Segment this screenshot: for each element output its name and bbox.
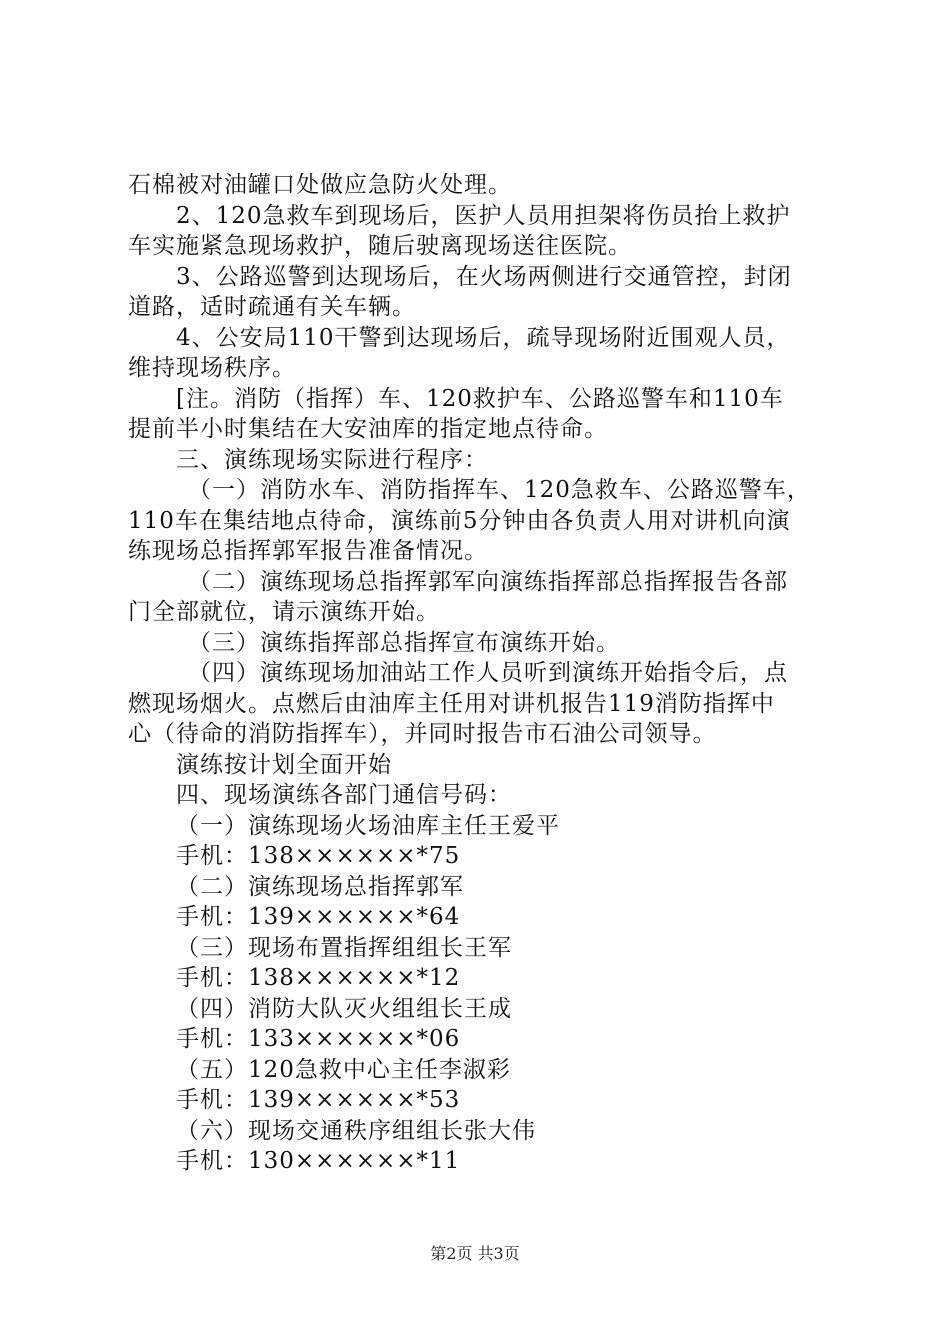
contact-role: （二）演练现场总指挥郭军	[176, 873, 464, 900]
paragraph-line: （三）演练指挥部总指挥宣布演练开始。	[188, 629, 620, 656]
paragraph-line: 练现场总指挥郭军报告准备情况。	[128, 538, 488, 564]
section-heading: 四、现场演练各部门通信号码：	[176, 782, 512, 808]
paragraph-line: （二）演练现场总指挥郭军向演练指挥部总指挥报告各部	[188, 568, 788, 595]
paragraph-line: 心（待命的消防指挥车），并同时报告市石油公司领导。	[128, 721, 717, 747]
note-line: 提前半小时集结在大安油库的指定地点待命。	[128, 416, 608, 442]
paragraph-line: 道路，适时疏通有关车辆。	[128, 294, 416, 320]
paragraph-line: （四）演练现场加油站工作人员听到演练开始指令后，点	[188, 660, 788, 686]
paragraph-line: 车实施紧急现场救护，随后驶离现场送往医院。	[128, 233, 632, 259]
contact-phone: 手机：139××××××*64	[176, 904, 461, 930]
paragraph-line: 门全部就位，请示演练开始。	[128, 599, 440, 625]
page-number-footer: 第2页 共3页	[430, 1244, 520, 1263]
contact-phone: 手机：130××××××*11	[176, 1148, 461, 1174]
paragraph-line: 110车在集结地点待命，演练前5分钟由各负责人用对讲机向演	[128, 507, 791, 534]
paragraph-line: 石棉被对油罐口处做应急防火处理。	[128, 172, 512, 198]
contact-phone: 手机：138××××××*12	[176, 965, 461, 991]
paragraph-line: 4、公安局110干警到达现场后，疏导现场附近围观人员，	[176, 324, 791, 351]
note-line: [注。消防（指挥）车、120救护车、公路巡警车和110车	[176, 385, 784, 412]
contact-phone: 手机：138××××××*75	[176, 843, 461, 869]
contact-role: （一）演练现场火场油库主任王爱平	[176, 812, 560, 839]
document-body	[128, 170, 838, 1177]
contact-role: （四）消防大队灭火组组长王成	[176, 995, 512, 1022]
paragraph-line: 演练按计划全面开始	[176, 751, 392, 778]
contact-phone: 手机：139××××××*53	[176, 1087, 461, 1113]
contact-role: （六）现场交通秩序组组长张大伟	[176, 1117, 536, 1144]
paragraph-line: 3、公路巡警到达现场后，在火场两侧进行交通管控，封闭	[176, 263, 792, 290]
section-heading: 三、演练现场实际进行程序：	[176, 446, 488, 473]
contact-role: （五）120急救中心主任李淑彩	[176, 1056, 511, 1083]
paragraph-line: 维持现场秩序。	[128, 355, 296, 381]
paragraph-line: 燃现场烟火。点燃后由油库主任用对讲机报告119消防指挥中	[128, 690, 775, 717]
contact-role: （三）现场布置指挥组组长王军	[176, 934, 512, 961]
paragraph-line: 2、120急救车到现场后，医护人员用担架将伤员抬上救护	[176, 202, 791, 229]
contact-phone: 手机：133××××××*06	[176, 1026, 461, 1052]
paragraph-line: （一）消防水车、消防指挥车、120急救车、公路巡警车，	[188, 477, 811, 503]
